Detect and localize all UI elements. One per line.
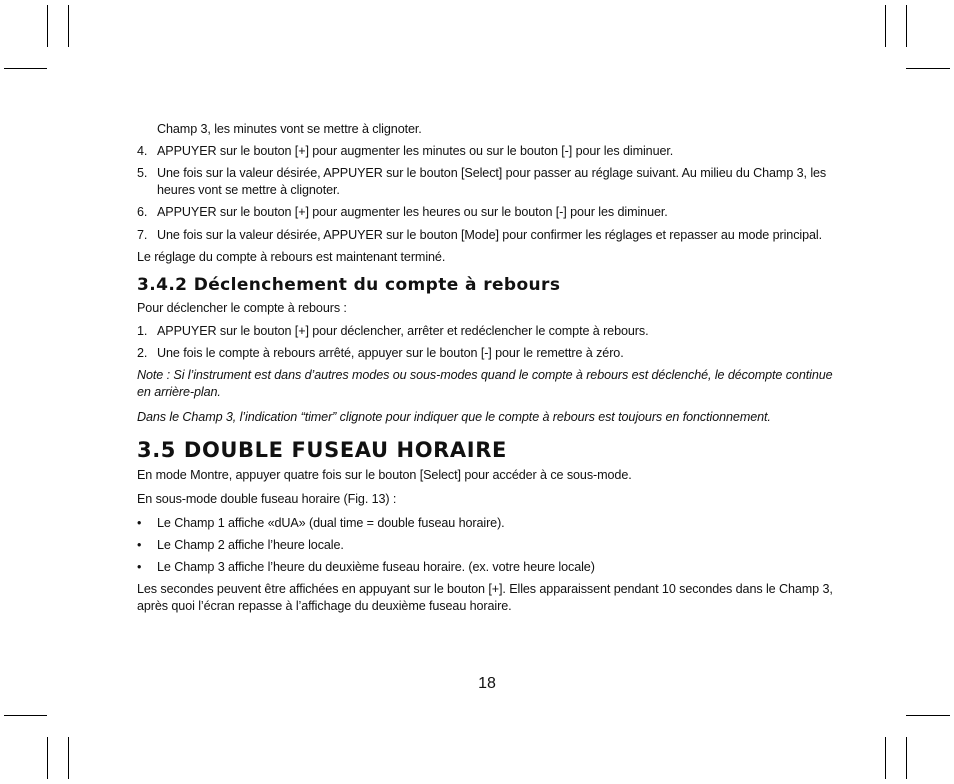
- step-text: APPUYER sur le bouton [+] pour augmenter les minutes ou sur le bouton [-] pour les diminuer.: [157, 144, 674, 158]
- step-number: 4.: [137, 144, 148, 158]
- bullet-text: Le Champ 1 affiche «dUA» (dual time = double fuseau horaire).: [157, 516, 505, 530]
- note-background-countdown: Note : Si l’instrument est dans d’autres modes ou sous-modes quand le compte à rebours est déclenché, le décompte continue en arrière-plan.: [137, 368, 833, 399]
- step-item-5: [137, 165, 833, 199]
- step-item-6: [137, 204, 833, 221]
- crop-mark-bottom-right-vertical-inner: [885, 737, 886, 779]
- section-intro: Pour déclencher le compte à rebours :: [137, 301, 347, 315]
- page-content: [137, 121, 833, 615]
- step-number: 7.: [137, 228, 148, 242]
- step-text: Une fois sur la valeur désirée, APPUYER sur le bouton [Mode] pour confirmer les réglages et repasser au mode principal.: [157, 228, 823, 242]
- step-number: 2.: [137, 346, 148, 360]
- page-number: 18: [478, 675, 496, 692]
- section-heading-3-5: 3.5 DOUBLE FUSEAU HORAIRE: [137, 438, 507, 462]
- step-number: 5.: [137, 166, 148, 180]
- bullet-text: Le Champ 2 affiche l’heure locale.: [157, 538, 344, 552]
- bullet-item-2: [137, 537, 833, 554]
- crop-mark-bottom-right-vertical-outer: [906, 737, 907, 779]
- step-number: 6.: [137, 205, 148, 219]
- step-continuation: Champ 3, les minutes vont se mettre à clignoter.: [157, 122, 422, 136]
- crop-mark-bottom-left-vertical-outer: [47, 737, 48, 779]
- crop-mark-top-right-vertical-outer: [906, 5, 907, 47]
- step-text: Une fois le compte à rebours arrêté, appuyer sur le bouton [-] pour le remettre à zéro.: [157, 346, 624, 360]
- note-timer-indicator: Dans le Champ 3, l’indication “timer” clignote pour indiquer que le compte à rebours est toujours en fonctionnement.: [137, 410, 771, 424]
- step-number: 1.: [137, 324, 148, 338]
- paragraph-access-submode: En mode Montre, appuyer quatre fois sur le bouton [Select] pour accéder à ce sous-mode.: [137, 468, 632, 482]
- step-item-2: [137, 345, 833, 362]
- crop-mark-top-left-horizontal: [4, 68, 47, 69]
- settings-done-text: Le réglage du compte à rebours est maintenant terminé.: [137, 250, 446, 264]
- crop-mark-bottom-left-horizontal: [4, 715, 47, 716]
- bullet-item-1: [137, 515, 833, 532]
- crop-mark-top-left-vertical-outer: [47, 5, 48, 47]
- paragraph-seconds-display: Les secondes peuvent être affichées en appuyant sur le bouton [+]. Elles apparaissent pendant 10 secondes dans le Champ 3, après quoi l’écran repasse à l’affichage du deuxième fuseau horaire.: [137, 582, 833, 613]
- bullet-mark: •: [137, 560, 142, 574]
- step-item-1: [137, 323, 833, 340]
- crop-mark-top-left-vertical-inner: [68, 5, 69, 47]
- bullet-item-3: [137, 559, 833, 576]
- crop-mark-bottom-left-vertical-inner: [68, 737, 69, 779]
- paragraph-submode-intro: En sous-mode double fuseau horaire (Fig. 13) :: [137, 492, 397, 506]
- step-item-7: [137, 227, 833, 244]
- crop-mark-bottom-right-horizontal: [906, 715, 950, 716]
- step-text: APPUYER sur le bouton [+] pour augmenter les heures ou sur le bouton [-] pour les diminuer.: [157, 205, 668, 219]
- bullet-mark: •: [137, 538, 142, 552]
- step-text: Une fois sur la valeur désirée, APPUYER sur le bouton [Select] pour passer au réglage suivant. Au milieu du Champ 3, les heures vont se mettre à clignoter.: [157, 166, 827, 197]
- bullet-text: Le Champ 3 affiche l’heure du deuxième fuseau horaire. (ex. votre heure locale): [157, 560, 595, 574]
- crop-mark-top-right-vertical-inner: [885, 5, 886, 47]
- bullet-mark: •: [137, 516, 142, 530]
- crop-mark-top-right-horizontal: [906, 68, 950, 69]
- section-heading-3-4-2: 3.4.2 Déclenchement du compte à rebours: [137, 275, 561, 295]
- step-text: APPUYER sur le bouton [+] pour déclencher, arrêter et redéclencher le compte à rebours.: [157, 324, 649, 338]
- step-item-4: [137, 143, 833, 160]
